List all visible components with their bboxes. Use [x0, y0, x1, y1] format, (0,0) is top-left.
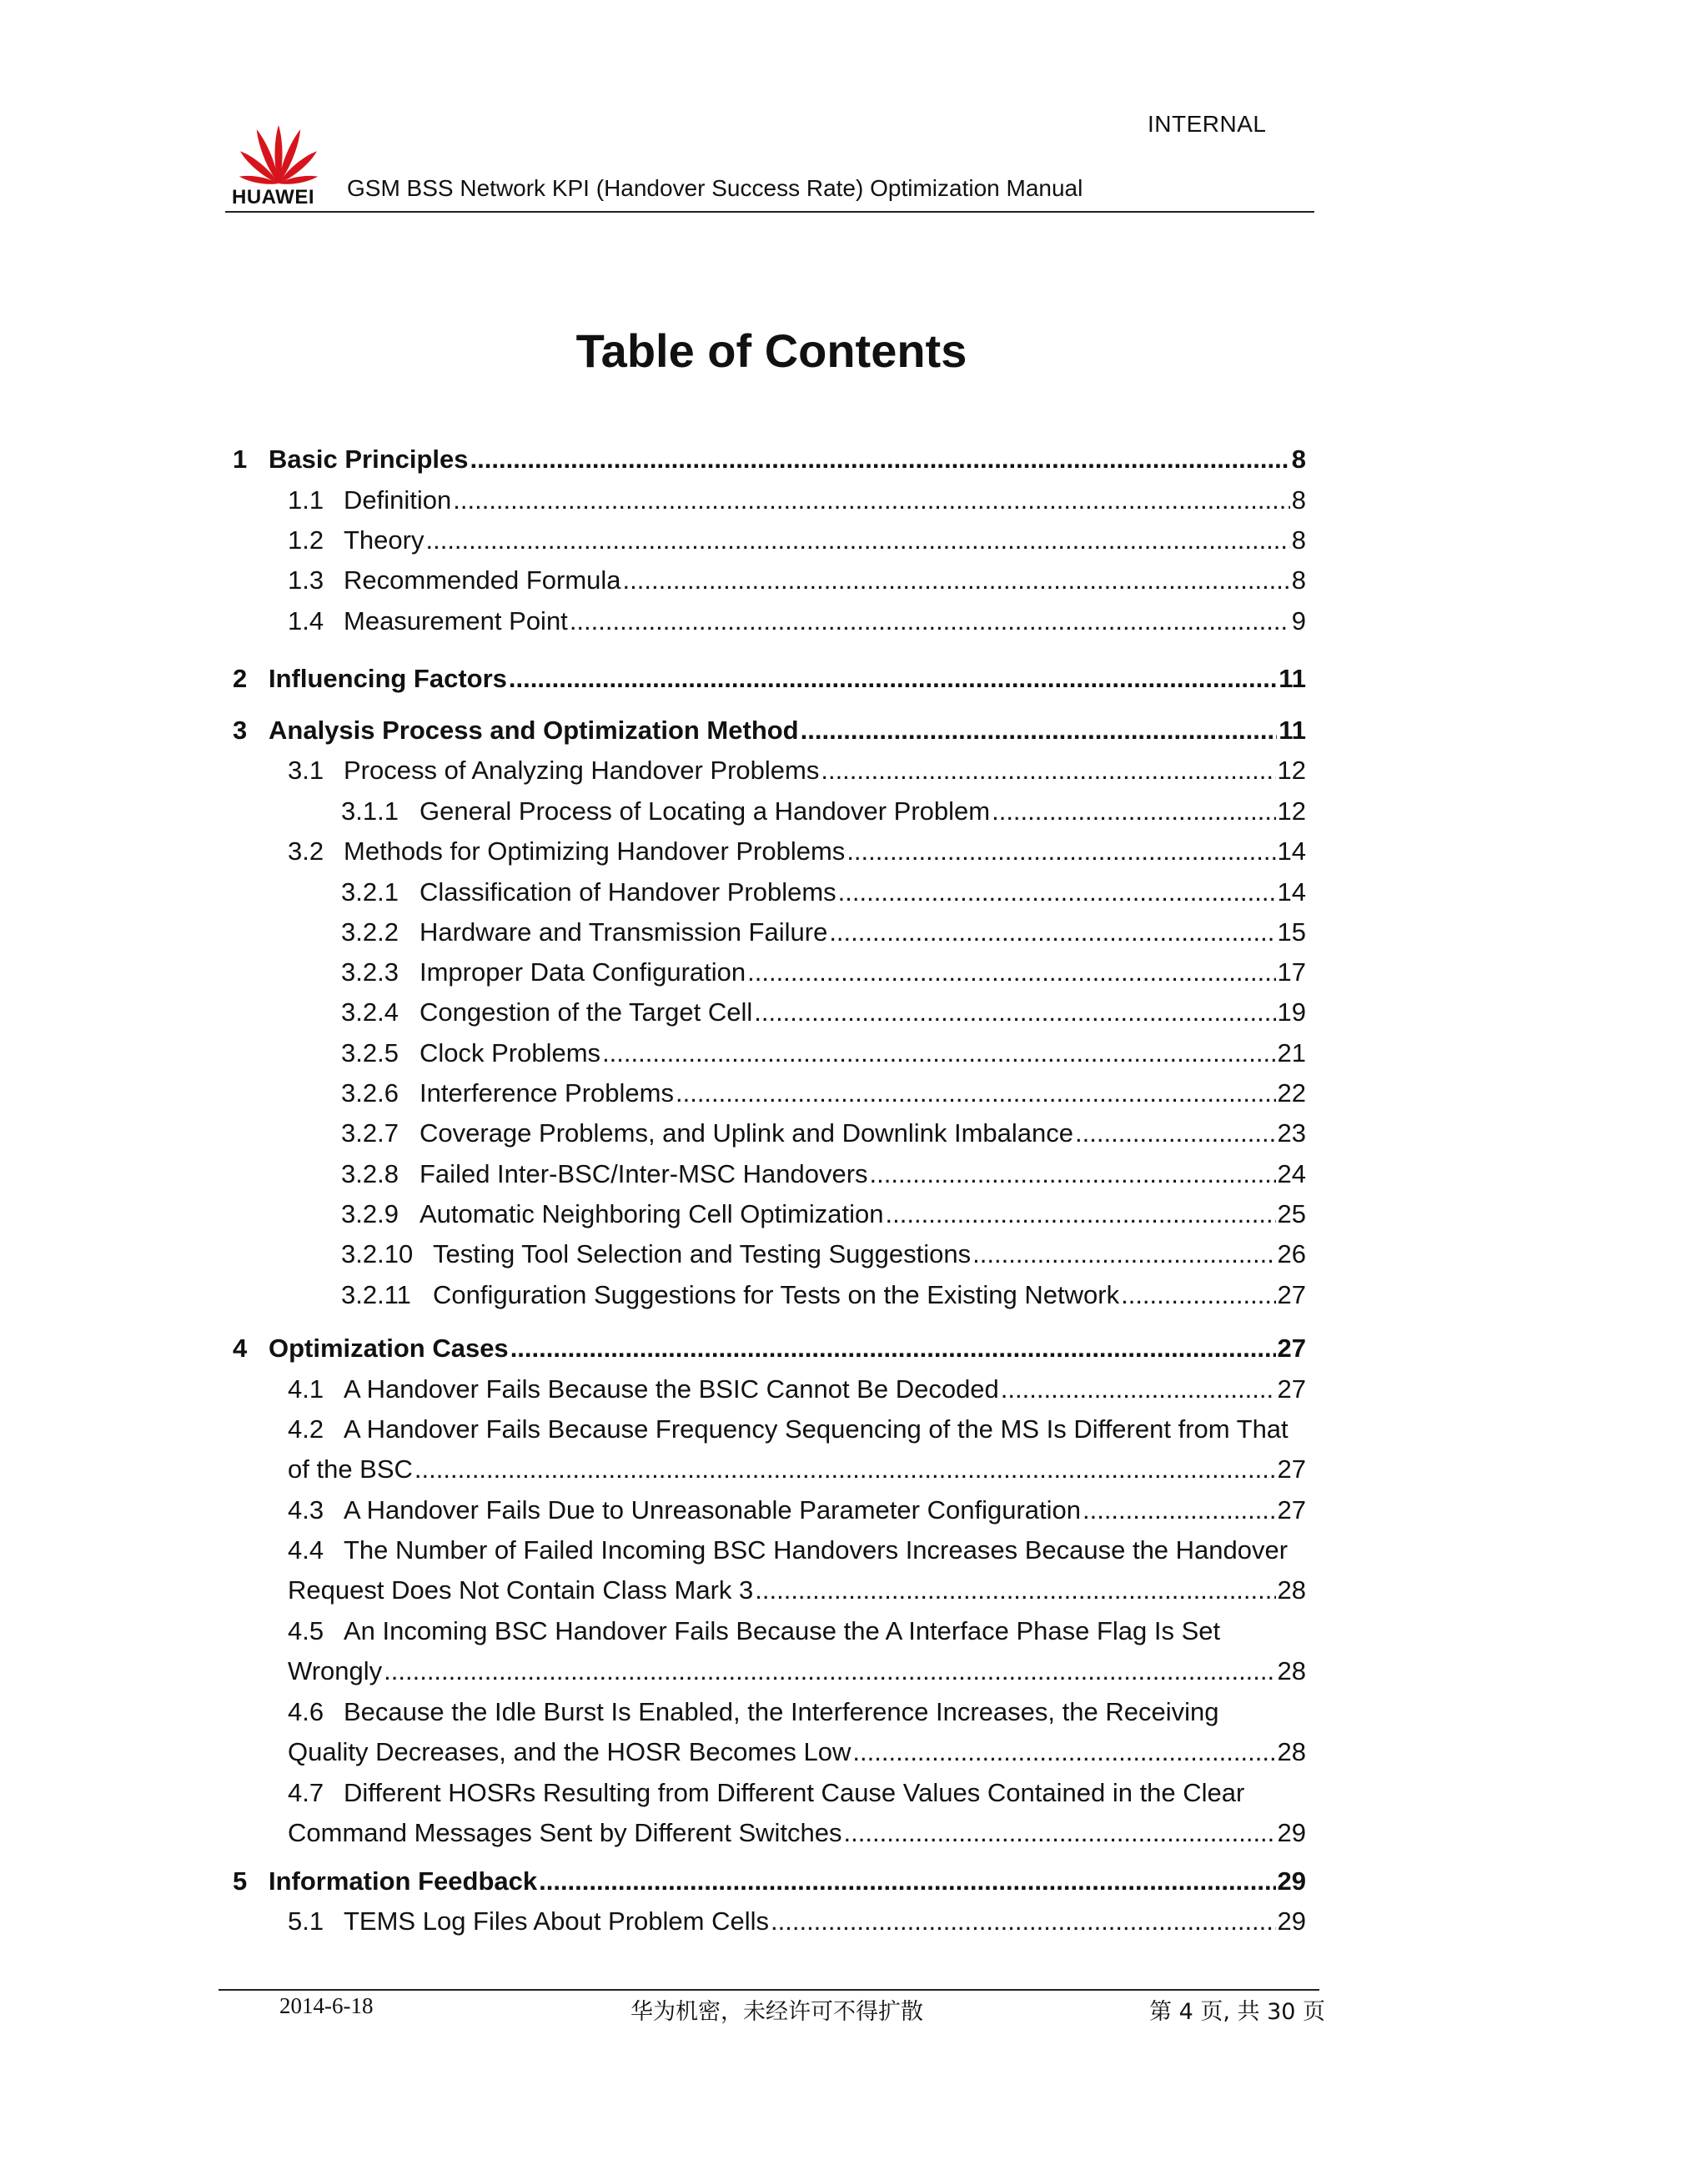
toc-number: 3.2.7 — [341, 1118, 399, 1148]
toc-leader-dots — [755, 1570, 1275, 1610]
toc-page-number: 25 — [1277, 1199, 1306, 1228]
toc-label: Hardware and Transmission Failure — [419, 917, 828, 947]
toc-number: 2 — [233, 664, 248, 693]
toc-number: 1.2 — [288, 525, 324, 555]
toc-label: Wrongly — [288, 1656, 383, 1685]
toc-label: Information Feedback — [269, 1866, 538, 1896]
toc-page-number: 28 — [1277, 1656, 1306, 1685]
toc-leader-dots — [886, 1194, 1276, 1234]
toc-page-number: 29 — [1277, 1818, 1306, 1847]
toc-leader-dots — [676, 1073, 1276, 1113]
toc-page-number: 27 — [1277, 1374, 1306, 1404]
toc-page-number: 19 — [1277, 997, 1306, 1027]
toc-number: 5.1 — [288, 1906, 324, 1936]
toc-number: 3.2.4 — [341, 997, 399, 1027]
toc-number: 4.4 — [288, 1535, 324, 1565]
toc-label: Automatic Neighboring Cell Optimization — [419, 1199, 884, 1228]
toc-number: 4.2 — [288, 1414, 324, 1444]
toc-label: Quality Decreases, and the HOSR Becomes Low — [288, 1737, 851, 1766]
toc-leader-dots — [509, 659, 1277, 699]
toc-label-line1: A Handover Fails Because Frequency Sequencing of the MS Is Different from That — [344, 1414, 1289, 1444]
toc-leader-dots — [972, 1234, 1275, 1274]
toc-number: 1.4 — [288, 606, 324, 635]
toc-number: 4 — [233, 1334, 248, 1363]
toc-number: 1 — [233, 445, 248, 474]
toc-leader-dots — [453, 480, 1290, 520]
toc-number: 4.7 — [288, 1778, 324, 1807]
toc-number: 4.3 — [288, 1495, 324, 1525]
toc-number: 3.2.2 — [341, 917, 399, 947]
page-title: Table of Contents — [575, 324, 967, 377]
toc-leader-dots — [992, 791, 1275, 831]
toc-page-number: 12 — [1277, 796, 1306, 826]
toc-label: TEMS Log Files About Problem Cells — [344, 1906, 769, 1936]
toc-number: 3.2.5 — [341, 1038, 399, 1067]
toc-number: 5 — [233, 1866, 248, 1896]
toc-number: 3.2.11 — [341, 1280, 411, 1309]
toc-number: 3.2.9 — [341, 1199, 399, 1228]
toc-label: Process of Analyzing Handover Problems — [344, 756, 820, 785]
toc-leader-dots — [754, 992, 1275, 1032]
footer-page-number: 第 4 页, 共 30 页 — [1149, 1999, 1326, 2025]
toc-page-number: 14 — [1277, 836, 1306, 866]
toc-number: 3 — [233, 716, 248, 745]
toc-page-number: 26 — [1277, 1239, 1306, 1268]
toc-leader-dots — [1121, 1275, 1275, 1315]
toc-label: Recommended Formula — [344, 565, 621, 595]
toc-number: 3.2.1 — [341, 877, 399, 907]
toc-label: Definition — [344, 485, 452, 515]
toc-leader-dots — [414, 1449, 1276, 1489]
document-title: GSM BSS Network KPI (Handover Success Rate) Optimization Manual — [347, 175, 1083, 201]
toc-label: Methods for Optimizing Handover Problems — [344, 836, 846, 866]
toc-leader-dots — [384, 1651, 1275, 1691]
toc-label: Classification of Handover Problems — [419, 877, 836, 907]
footer-date: 2014-6-18 — [279, 1993, 374, 2018]
toc-leader-dots — [510, 1329, 1276, 1369]
toc-number: 3.2.3 — [341, 957, 399, 987]
toc-page-number: 14 — [1277, 877, 1306, 907]
toc-label: Measurement Point — [344, 606, 568, 635]
toc-label: Improper Data Configuration — [419, 957, 746, 987]
toc-number: 3.2.8 — [341, 1159, 399, 1188]
toc-leader-dots — [821, 751, 1275, 791]
toc-label: Clock Problems — [419, 1038, 601, 1067]
toc-number: 3.2.10 — [341, 1239, 414, 1268]
toc-page-number: 23 — [1277, 1118, 1306, 1148]
toc-page-number: 15 — [1277, 917, 1306, 947]
toc-label: Interference Problems — [419, 1078, 674, 1108]
classification-label: INTERNAL — [1148, 111, 1267, 137]
toc-label: Congestion of the Target Cell — [419, 997, 753, 1027]
toc-leader-dots — [870, 1154, 1276, 1194]
toc-label: Failed Inter-BSC/Inter-MSC Handovers — [419, 1159, 868, 1188]
toc-label: Basic Principles — [269, 445, 469, 474]
toc-page-number: 11 — [1278, 664, 1306, 693]
toc-page-number: 8 — [1291, 565, 1306, 595]
toc-leader-dots — [852, 1732, 1275, 1772]
toc-label: Optimization Cases — [269, 1334, 509, 1363]
toc-number: 1.1 — [288, 485, 324, 515]
toc-number: 3.2 — [288, 836, 324, 866]
toc-label: A Handover Fails Due to Unreasonable Parameter Configuration — [344, 1495, 1081, 1525]
toc-label: Testing Tool Selection and Testing Suggestions — [433, 1239, 972, 1268]
toc-leader-dots — [801, 711, 1278, 751]
toc-label: Theory — [344, 525, 424, 555]
toc-label: Request Does Not Contain Class Mark 3 — [288, 1575, 754, 1605]
toc-page-number: 12 — [1277, 756, 1306, 785]
toc-leader-dots — [470, 440, 1290, 480]
toc-page-number: 11 — [1278, 716, 1306, 745]
logo-wordmark: HUAWEI — [232, 186, 314, 208]
toc-page-number: 22 — [1277, 1078, 1306, 1108]
toc-label-line1: Because the Idle Burst Is Enabled, the Interference Increases, the Receiving — [344, 1697, 1219, 1726]
toc-number: 4.1 — [288, 1374, 324, 1404]
toc-leader-dots — [623, 560, 1290, 600]
toc-page-number: 27 — [1277, 1495, 1306, 1525]
toc-leader-dots — [1083, 1490, 1276, 1530]
toc-page-number: 27 — [1277, 1454, 1306, 1484]
toc-leader-dots — [829, 912, 1275, 952]
toc-leader-dots — [1001, 1369, 1276, 1409]
toc-page-number: 9 — [1291, 606, 1306, 635]
toc-number: 4.6 — [288, 1697, 324, 1726]
toc-page-number: 8 — [1291, 485, 1306, 515]
toc-page-number: 8 — [1291, 525, 1306, 555]
toc-label: Analysis Process and Optimization Method — [269, 716, 799, 745]
toc-number: 3.1.1 — [341, 796, 399, 826]
toc-label: Command Messages Sent by Different Switches — [288, 1818, 842, 1847]
toc-leader-dots — [771, 1901, 1276, 1941]
toc-page-number: 27 — [1277, 1334, 1306, 1363]
toc-number: 3.1 — [288, 756, 324, 785]
toc-leader-dots — [570, 601, 1290, 641]
toc-page-number: 17 — [1277, 957, 1306, 987]
toc-label-line1: Different HOSRs Resulting from Different Cause Values Contained in the Clear — [344, 1778, 1245, 1807]
toc-page-number: 28 — [1277, 1575, 1306, 1605]
toc-number: 1.3 — [288, 565, 324, 595]
toc-page-number: 24 — [1277, 1159, 1306, 1188]
toc-label: Influencing Factors — [269, 664, 507, 693]
toc-number: 3.2.6 — [341, 1078, 399, 1108]
toc-page-number: 27 — [1277, 1280, 1306, 1309]
toc-page-number: 8 — [1291, 445, 1306, 474]
toc-label: A Handover Fails Because the BSIC Cannot Be Decoded — [344, 1374, 999, 1404]
toc-label: of the BSC — [288, 1454, 413, 1484]
footer-divider — [219, 1989, 1319, 1991]
toc-label-line1: The Number of Failed Incoming BSC Handovers Increases Because the Handover — [344, 1535, 1289, 1565]
toc-leader-dots — [539, 1861, 1275, 1901]
toc-leader-dots — [747, 952, 1275, 992]
toc-label: General Process of Locating a Handover Problem — [419, 796, 991, 826]
toc-number: 4.5 — [288, 1616, 324, 1645]
footer-confidentiality: 华为机密，未经许可不得扩散 — [630, 1999, 923, 2025]
toc-leader-dots — [838, 872, 1276, 912]
toc-label: Coverage Problems, and Uplink and Downlink Imbalance — [419, 1118, 1074, 1148]
toc-leader-dots — [846, 831, 1275, 872]
toc-page-number: 28 — [1277, 1737, 1306, 1766]
toc-label-line1: An Incoming BSC Handover Fails Because the A Interface Phase Flag Is Set — [344, 1616, 1221, 1645]
toc-label: Configuration Suggestions for Tests on the Existing Network — [433, 1280, 1120, 1309]
toc-leader-dots — [844, 1813, 1276, 1853]
toc-leader-dots — [602, 1033, 1275, 1073]
toc-page-number: 29 — [1277, 1906, 1306, 1936]
toc-leader-dots — [1075, 1113, 1275, 1153]
toc-page-number: 29 — [1277, 1866, 1306, 1896]
toc-page-number: 21 — [1277, 1038, 1306, 1067]
toc-leader-dots — [425, 520, 1289, 560]
